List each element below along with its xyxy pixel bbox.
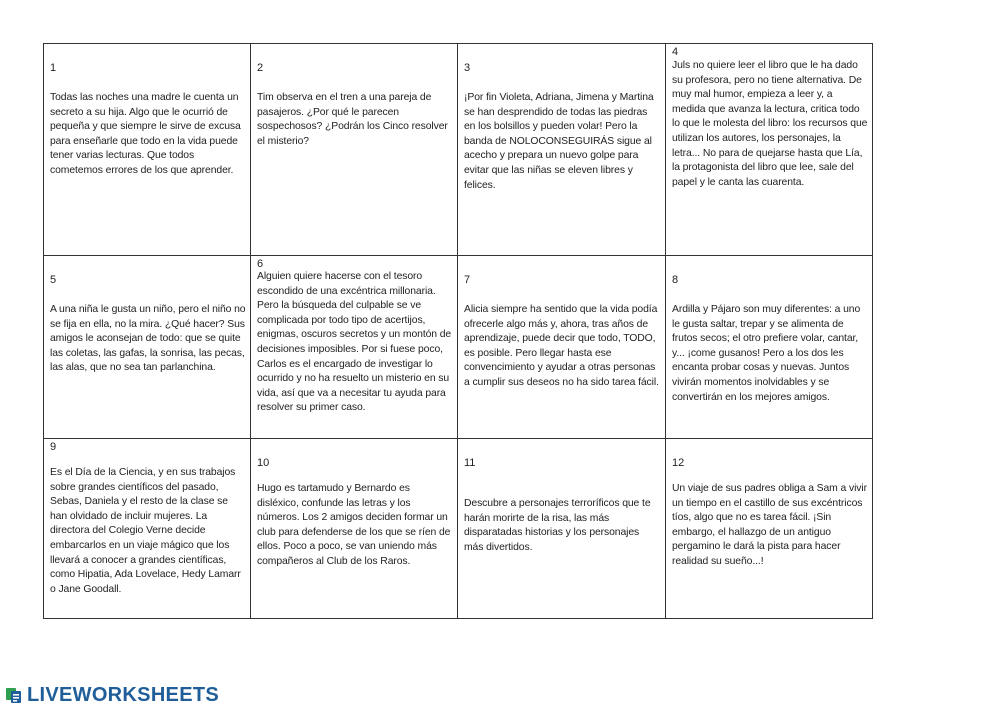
cell-summary-text: ¡Por fin Violeta, Adriana, Jimena y Martina se han desprendido de todas las piedras en los bolsillos y pueden volar! Pero la banda de NOLOCONSEGUIRÁS sigue al acecho y prepara un nuevo golpe para evitar que las niñas se eleven libres y felices. bbox=[464, 92, 654, 191]
cell-summary-text: Es el Día de la Ciencia, y en sus trabajos sobre grandes científicos del pasado, Sebas, Daniela y el resto de la clase se han olvidado de incluir mujeres. La directora del Colegio Verne decide embarcarlos en un viaje mágico que los llevará a conocer a grandes científicas, como Hipatia, Ada Lovelace, Hedy Lamarr o Jane Goodall. bbox=[50, 467, 241, 595]
cell-number: 2 bbox=[257, 62, 264, 74]
grid-cell-7 bbox=[458, 256, 666, 439]
cell-number: 7 bbox=[464, 274, 471, 286]
cell-summary-text: A una niña le gusta un niño, pero el niño no se fija en ella, no la mira. ¿Qué hacer? Sus amigos le aconsejan de todo: que se quite las coletas, las gafas, la sonrisa, las pecas, las alas, que no sea tan parlanchina. bbox=[50, 304, 246, 374]
grid-cell-6 bbox=[251, 256, 458, 439]
table-row bbox=[44, 44, 873, 256]
cell-summary-text: Juls no quiere leer el libro que le ha dado su profesora, pero no tiene alternativa. De muy mal humor, empieza a leer y, a medida que avanza la lectura, critica todo lo que le molesta del libro: los recursos que utilizan los autores, los personajes, la letra... No para de quejarse hasta que Lía, la protagonista del libro que lee, sale del papel y le canta las cuarenta. bbox=[672, 60, 868, 188]
cell-number: 9 bbox=[50, 441, 57, 453]
cell-summary-text: Tim observa en el tren a una pareja de pasajeros. ¿Por qué le parecen sospechosos? ¿Podrán los Cinco resolver el misterio? bbox=[257, 92, 448, 147]
grid-cell-12 bbox=[666, 439, 873, 619]
cell-summary-text: Un viaje de sus padres obliga a Sam a vivir un tiempo en el castillo de sus excéntricos tíos, algo que no es tarea fácil. ¡Sin embargo, el hallazgo de un antiguo pergamino le dará la pista para hacer realidad su sueño...! bbox=[672, 483, 867, 567]
grid-cell-9 bbox=[44, 439, 251, 619]
cell-summary-text: Alguien quiere hacerse con el tesoro escondido de una excéntrica millonaria. Pero la búsqueda del culpable se ve complicada por todo tipo de acertijos, enigmas, oscuros secretos y un montón de decisiones imposibles. Por si fuese poco, Carlos es el encargado de investigar lo ocurrido y no ha resuelto un misterio en su vida, así que va a necesitar tu ayuda para resolver su primer caso. bbox=[257, 271, 452, 414]
cell-number: 8 bbox=[672, 274, 679, 286]
cell-summary-text: Descubre a personajes terroríficos que te harán morirte de la risa, las más disparatadas historias y los personajes más divertidos. bbox=[464, 498, 651, 553]
liveworksheets-logo-icon bbox=[5, 685, 25, 705]
cell-number: 4 bbox=[672, 46, 679, 58]
cell-summary-text: Alicia siempre ha sentido que la vida podía ofrecerle algo más y, ahora, tras años de aprendizaje, puede decir que todo, TODO, es posible. Pero llegar hasta ese convencimiento y ayudar a otras personas a cumplir sus deseos no ha sido tarea fácil. bbox=[464, 304, 659, 388]
cell-number: 6 bbox=[257, 258, 264, 270]
grid-cell-8 bbox=[666, 256, 873, 439]
cell-number: 12 bbox=[672, 457, 685, 469]
cell-number: 3 bbox=[464, 62, 471, 74]
table-row bbox=[44, 256, 873, 439]
cell-number: 5 bbox=[50, 274, 57, 286]
cell-number: 10 bbox=[257, 457, 270, 469]
grid-cell-5 bbox=[44, 256, 251, 439]
grid-cell-11 bbox=[458, 439, 666, 619]
cell-summary-text: Ardilla y Pájaro son muy diferentes: a uno le gusta saltar, trepar y se alimenta de frutos secos; el otro prefiere volar, cantar, y... ¡come gusanos! Pero a los dos les encanta probar cosas y nuevas. Juntos vivirán momentos inolvidables y se convertirán en los mejores amigos. bbox=[672, 304, 861, 403]
cell-summary-text: Hugo es tartamudo y Bernardo es disléxico, confunde las letras y los números. Los 2 amigos deciden formar un club para defenderse de los que se ríen de ellos. Poco a poco, se van uniendo más compañeros al Club de los Raros. bbox=[257, 483, 451, 567]
liveworksheets-logo-text: LIVEWORKSHEETS bbox=[27, 683, 219, 706]
cell-number: 11 bbox=[464, 457, 476, 469]
grid-cell-2 bbox=[251, 44, 458, 256]
table-row bbox=[44, 439, 873, 619]
grid-cell-3 bbox=[458, 44, 666, 256]
liveworksheets-logo[interactable] bbox=[5, 683, 219, 707]
cell-summary-text: Todas las noches una madre le cuenta un secreto a su hija. Algo que le ocurrió de pequeña y que siempre le sirve de excusa para enseñarle que todo en la vida puede tener varias lecturas. Que todos cometemos errores de los que aprender. bbox=[50, 92, 241, 176]
grid-cell-10 bbox=[251, 439, 458, 619]
cell-number: 1 bbox=[50, 62, 57, 74]
grid-cell-4 bbox=[666, 44, 873, 256]
summary-grid-table bbox=[43, 43, 873, 619]
grid-cell-1 bbox=[44, 44, 251, 256]
